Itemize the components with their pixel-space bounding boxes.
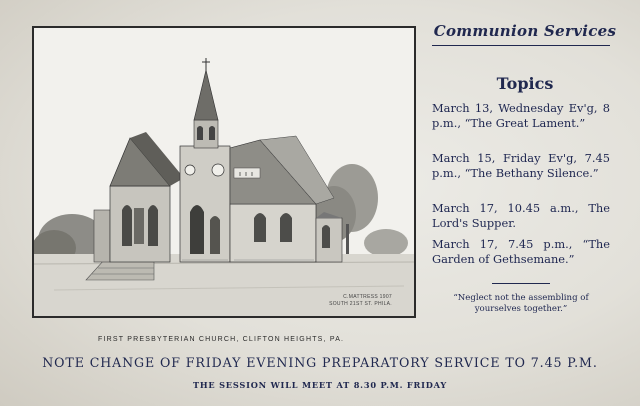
page-heading: Communion Services (433, 22, 617, 40)
heading-underline (432, 45, 610, 46)
engraver-mark (329, 294, 392, 308)
photo-caption: FIRST PRESBYTERIAN CHURCH, CLIFTON HEIGHTS, PA. (98, 336, 345, 343)
scripture-quote: “Neglect not the assembling of yourselves together.” (453, 293, 589, 314)
topics-title: Topics (496, 74, 554, 93)
topic-item-4: March 17, 7.45 p.m., “The Garden of Gethsemane.” (432, 237, 610, 266)
topic-item-3: March 17, 10.45 a.m., The Lord's Supper. (432, 201, 610, 230)
engraver-line-1: C.MATTRESS 1907 (343, 294, 392, 300)
church-illustration (32, 26, 416, 318)
change-notice: NOTE CHANGE OF FRIDAY EVENING PREPARATORY SERVICE TO 7.45 P.M. (42, 355, 598, 370)
topic-item-2: March 15, Friday Ev'g, 7.45 p.m., “The Bethany Silence.” (432, 151, 610, 180)
topic-item-1: March 13, Wednesday Ev'g, 8 p.m., “The Great Lament.” (432, 101, 610, 130)
engraver-line-2: SOUTH 21ST ST. PHILA. (329, 301, 392, 307)
divider-rule (492, 283, 550, 284)
session-notice: THE SESSION WILL MEET AT 8.30 P.M. FRIDAY (192, 380, 448, 390)
church-drawing (34, 28, 414, 316)
